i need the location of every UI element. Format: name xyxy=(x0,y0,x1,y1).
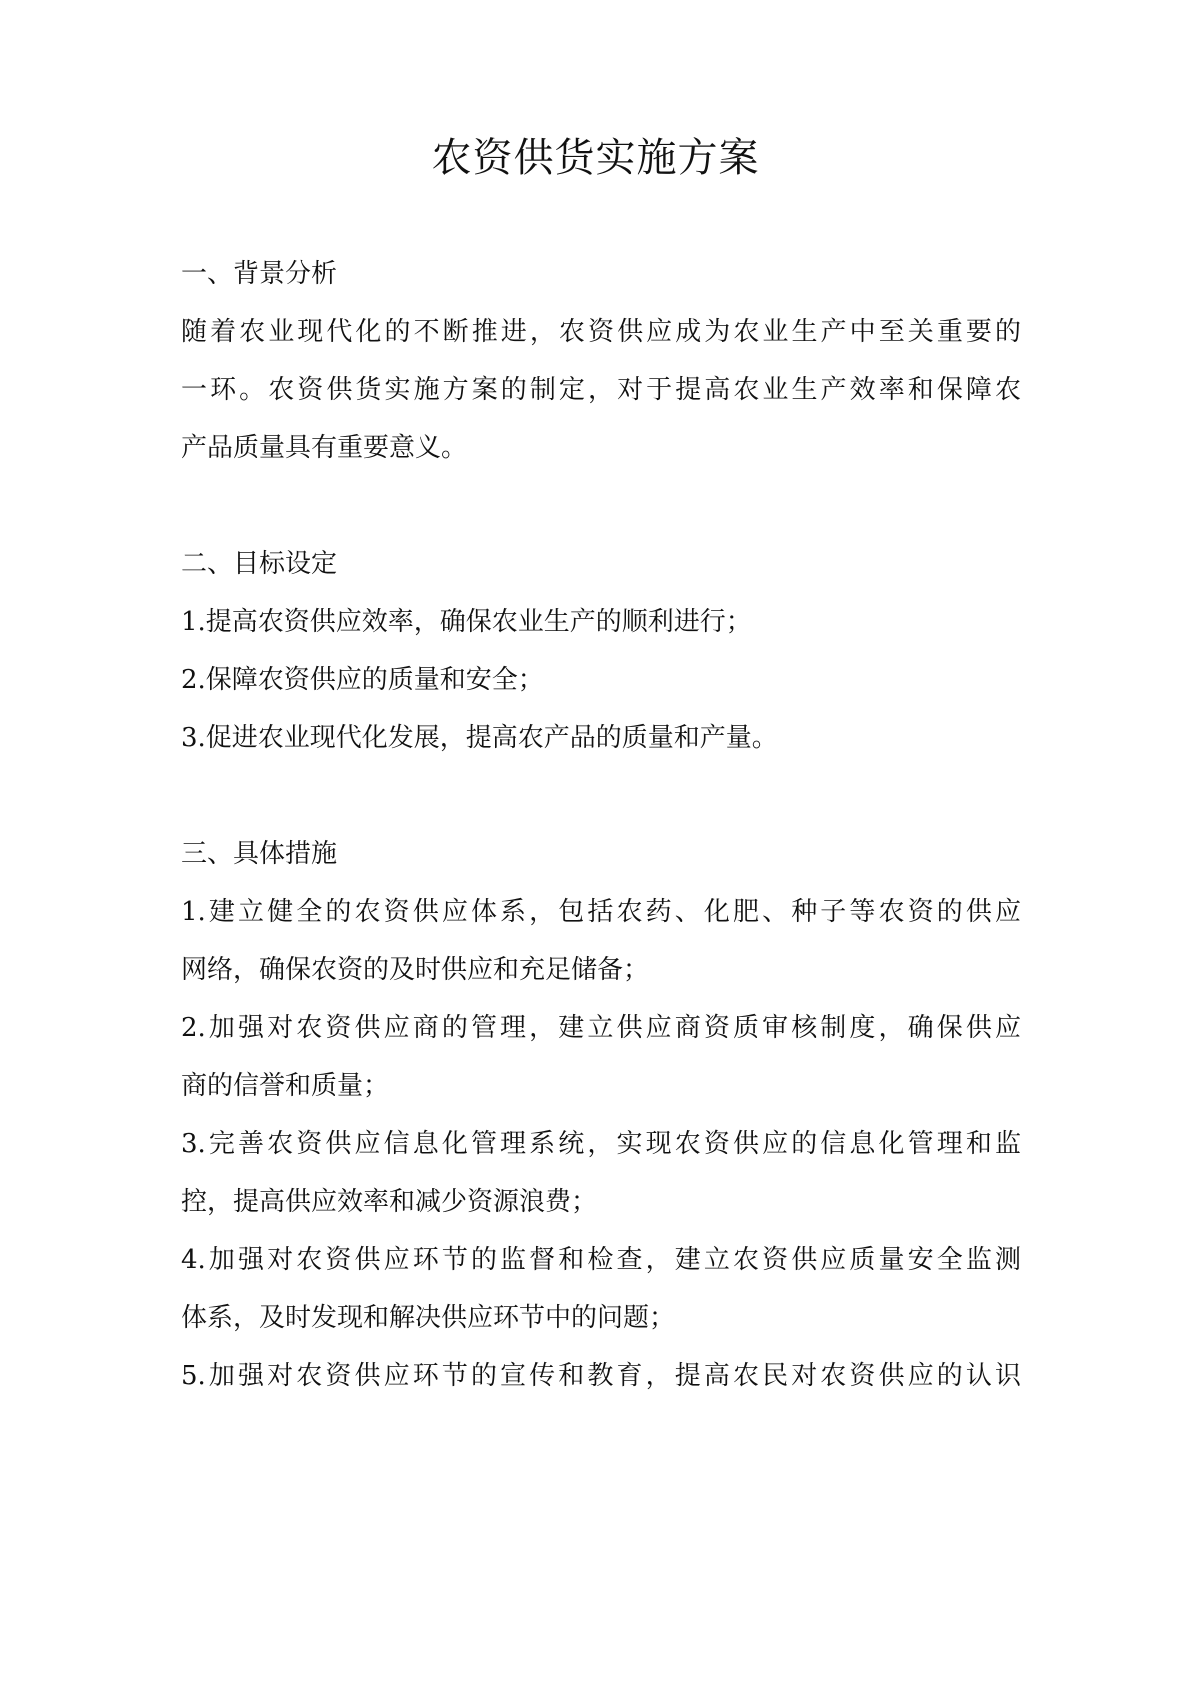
list-item: 4.加强对农资供应环节的监督和检查，建立农资供应质量安全监测 xyxy=(181,1245,1021,1275)
list-item-continuation: 体系，及时发现和解决供应环节中的问题； xyxy=(181,1303,676,1333)
section-heading-goals: 二、目标设定 xyxy=(181,549,338,579)
section-heading-measures: 三、具体措施 xyxy=(181,839,338,869)
document-title: 农资供货实施方案 xyxy=(431,135,760,181)
list-item: 3.完善农资供应信息化管理系统，实现农资供应的信息化管理和监 xyxy=(181,1129,1021,1159)
list-item-continuation: 网络，确保农资的及时供应和充足储备； xyxy=(181,955,650,985)
list-item: 2.加强对农资供应商的管理，建立供应商资质审核制度，确保供应 xyxy=(181,1013,1021,1043)
list-item: 5.加强对农资供应环节的宣传和教育，提高农民对农资供应的认识 xyxy=(181,1361,1021,1391)
paragraph-line: 产品质量具有重要意义。 xyxy=(181,433,468,463)
list-item: 3.促进农业现代化发展，提高农产品的质量和产量。 xyxy=(181,723,778,753)
list-item: 1.建立健全的农资供应体系，包括农药、化肥、种子等农资的供应 xyxy=(181,897,1021,927)
list-item-continuation: 商的信誉和质量； xyxy=(181,1071,390,1101)
list-item-continuation: 控，提高供应效率和减少资源浪费； xyxy=(181,1187,598,1217)
section-heading-background: 一、背景分析 xyxy=(181,259,338,289)
list-item: 1.提高农资供应效率，确保农业生产的顺利进行； xyxy=(181,607,752,637)
paragraph-line: 随着农业现代化的不断推进，农资供应成为农业生产中至关重要的 xyxy=(181,317,1021,347)
paragraph-line: 一环。农资供货实施方案的制定，对于提高农业生产效率和保障农 xyxy=(181,375,1021,405)
list-item: 2.保障农资供应的质量和安全； xyxy=(181,665,544,695)
